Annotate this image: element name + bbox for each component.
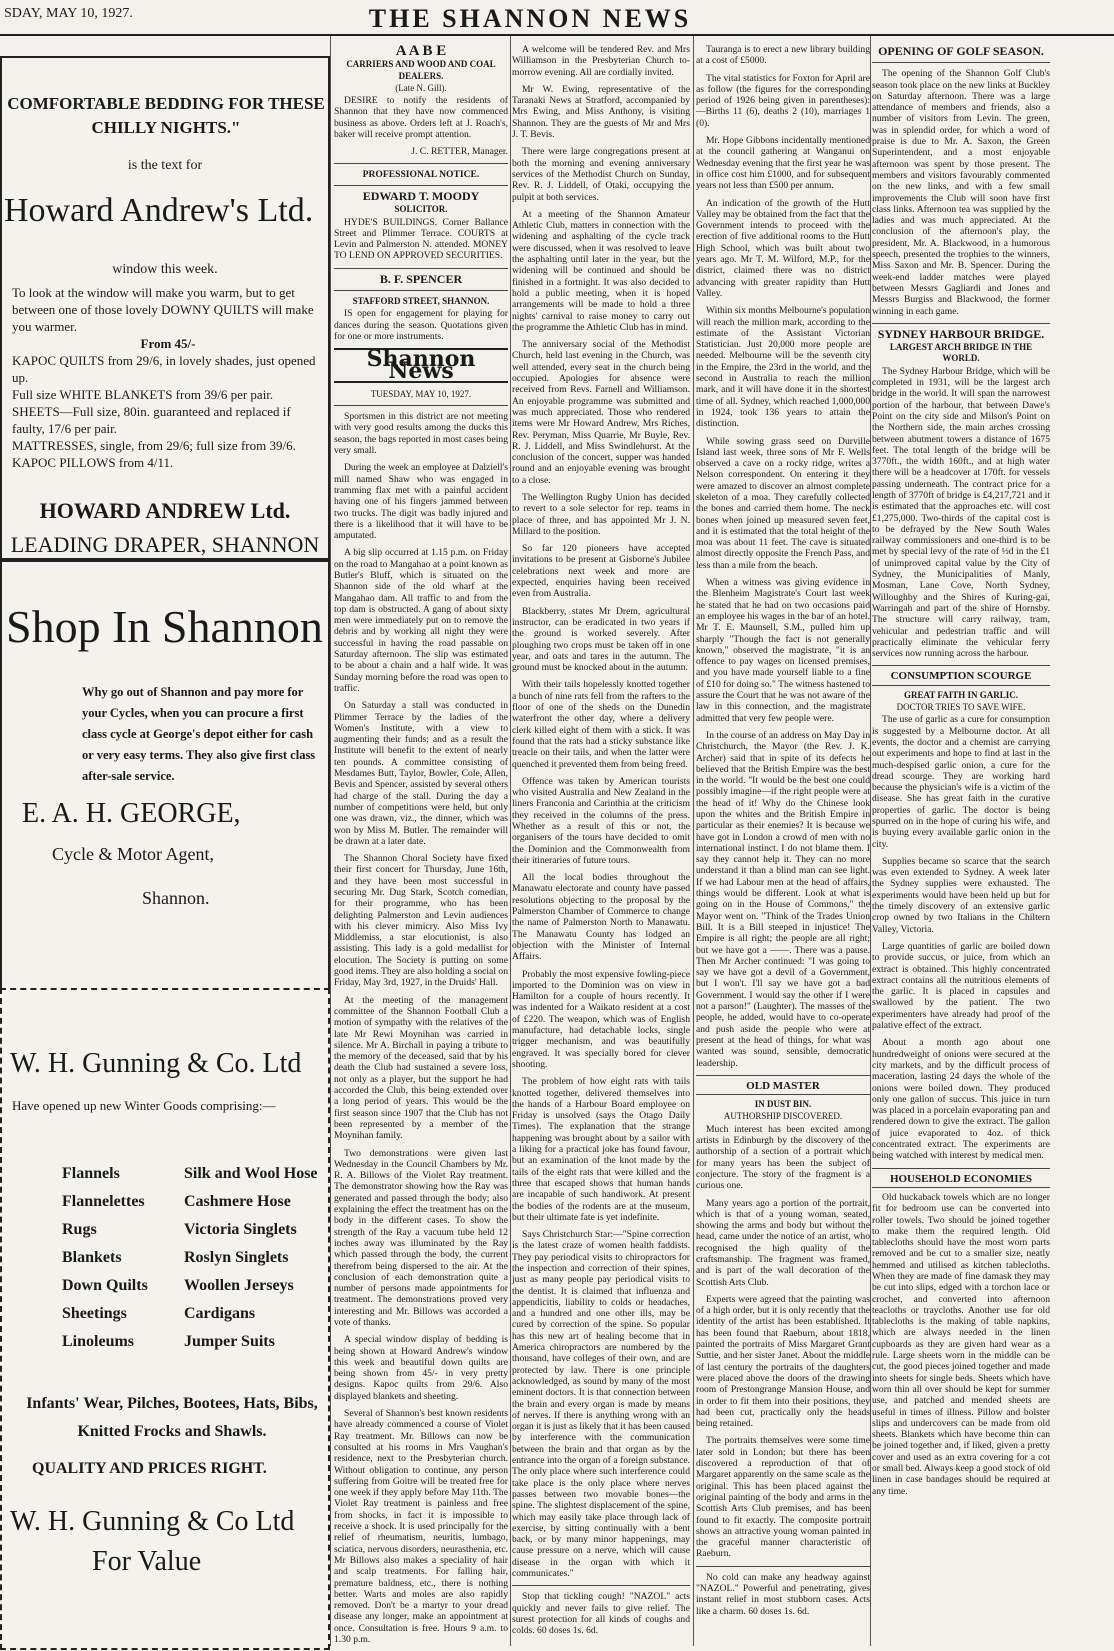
- divider: [696, 1075, 870, 1076]
- old-master-sub2: AUTHORSHIP DISCOVERED.: [723, 1111, 843, 1122]
- aabe-subtitle: CARRIERS AND WOOD AND COAL DEALERS.: [346, 59, 496, 81]
- ad-goods-row: Rugs Victoria Singlets: [62, 1221, 297, 1238]
- ad-infants-line: Infants' Wear, Pilches, Bootees, Hats, Bibs, Knitted Frocks and Shawls.: [26, 1395, 318, 1440]
- column-d: [872, 44, 1050, 1503]
- news-paragraph: A special window display of bedding is being shown at Howard Andrew's window this week and beautiful down quilts are being shown from 45/- in very pretty designs. Kapoc quilts from 29/6. Also displayed blankets and sheeting.: [334, 1334, 508, 1402]
- divider: [872, 1168, 1050, 1169]
- aabe-title: A A B E: [395, 43, 447, 59]
- news-paragraph: So far 120 pioneers have accepted invitations to be present at Gisborne's Jubilee celebrations next week and more are expected, enquiries having been received even from Australia.: [512, 543, 690, 600]
- divider: [872, 62, 1050, 63]
- old-master-sub: IN DUST BIN.: [754, 1099, 812, 1110]
- news-paragraph: Blackberry, states Mr Drem, agricultural instructor, can be eradicated in two years if the ground is worked severely. After ploughing two crops must be taken off in one year, and oats and tares in the autumn. The ground must be knocked about in the autumn.: [512, 605, 690, 674]
- news-paragraph: Old huckaback towels which are no longer fit for bedroom use can be converted into roller towels. Two should be joined together to make them the required length. Old tablecloths should have the most worn parts removed and be cut to a smaller size, neatly hemmed and utilised as kitchen tablecloths. When they are made of fine damask they may be cut into slips, edged with a torchon lace or crochet, and converted into afternoon teacloths or traycloths. Another use for old tablecloths is the making of table napkins, which are always needed in the linen cupboards as they are given hard wear as a rule. Large sheets worn in the middle can be cut, the good pieces joined together and made into sheets for single beds. Sheets which have worn thin all over should be kept for summer use, and patched and mended sheets are useful in times of illness. Pillow and bolster slips and undercovers can be made from old sheets. Blankets which have become thin can be joined together and, if liked, given a pretty cover and used as an extra covering for a cot or small bed. Always keep a good stock of old linen in case bandages should be required at any time.: [872, 1191, 1050, 1497]
- bridge-sub: LARGEST ARCH BRIDGE IN THE WORLD.: [889, 342, 1033, 364]
- divider: [334, 268, 508, 269]
- nazol-notice: No cold can make any headway against "NAZOL." Powerful and penetrating, gives instant relief in most stubborn cases. Acts like a charm. 60 doses 1s. 6d.: [696, 1571, 870, 1617]
- ad-goods-row: Down Quilts Woollen Jerseys: [62, 1277, 294, 1294]
- ad-firm-tagline: LEADING DRAPER, SHANNON: [10, 532, 320, 557]
- nazol-notice: Stop that tickling cough! "NAZOL" acts quickly and never fails to give relief. The surest protection for all kinds of coughs and colds. 60 doses 1s. 6d.: [512, 1591, 690, 1637]
- ad-goods-row: Flannels Silk and Wool Hose: [62, 1165, 318, 1182]
- news-paragraph: Offence was taken by American tourists who visited Australia and New Zealand in the liners Franconia and Carinthia at the criticism they received in the columns of the press. Whether as a result of this or not, the organisers of the tours have decided to omit the Dominion and the Commonwealth from their itineraries of future tours.: [512, 775, 690, 866]
- divider: [334, 185, 508, 186]
- column-b: [512, 44, 690, 1642]
- column-divider: [693, 36, 694, 1646]
- news-paragraph: The Shannon Choral Society have fixed their first concert for Thursday, June 16th, and they have been most successful in securing Mr. Dug Stark, Scotch comedian, for their programme, who has been delighting Palmerston and Levin audiences with his clever mimicry. Also Miss Ivy Middlemiss, a star elocutionist, is also assisting. This lady is a gold medallist for elocution. The Society is putting on some good items. They are also holding a social on Friday, May 3rd, 1927, in the Druids' Hall.: [334, 853, 508, 989]
- news-paragraph: On Saturday a stall was conducted in Plimmer Terrace by the ladies of the Women's Institute, with a view to augmenting their funds; and as a result the Institute will benefit to the extent of nearly ten pounds. A committee consisting of Mesdames Butt, Taylor, Bowler, Cole, Allen, Bevis and Spencer, assisted by several others had charge of the stall. During the day a number of competitions were held, but only one was drawn, viz., the dinner, which was won by Miss M. Butler. The remainder will be drawn at a later date.: [334, 700, 508, 847]
- bridge-head: SYDNEY HARBOUR BRIDGE.: [877, 326, 1045, 341]
- news-paragraph: Mr. Hope Gibbons incidentally mentioned at the council gathering at Wanganui on Wednesday evening that the first year he was in office cost him £1000, and for subsequent years not less than £500 per annum.: [696, 135, 870, 192]
- aabe-body: DESIRE to notify the residents of Shannon that they have now commenced business as above. Orders left at J. Roach's, baker will receive prompt attention.: [334, 95, 508, 141]
- ad-firm-name: W. H. Gunning & Co. Ltd: [10, 1048, 302, 1079]
- divider: [872, 323, 1050, 324]
- ad-quality-line: QUALITY AND PRICES RIGHT.: [32, 1460, 267, 1477]
- ad-firm-name: E. A. H. GEORGE,: [22, 798, 241, 829]
- ad-goods-row: Linoleums Jumper Suits: [62, 1333, 275, 1350]
- news-paragraph: When a witness was giving evidence in the Blenheim Magistrate's Court last week he stated that he had on two occasions paid an employee his wages in the bar of an hotel. Mr T. E. Maunsell, S.M., pulled him up sharply "Though the fact is not generally known," observed the magistrate, "it is an offence to pay wages on licensed premises, and you have made yourself liable to a fine of £10 for doing so." The witness hastened to assure the Court that he was not aware of the law in this connection, and the magistrate admitted that very few people were.: [696, 577, 871, 724]
- news-paragraph: The anniversary social of the Methodist Church, held last evening in the Church, was well attended, every seat in the church being occupied. Apologies for absence were received from Revs. Farnell and Williamson. An enjoyable programme was submitted and was much appreciated. Those who rendered items were Mr Howard Andrew, Mrs Riches, Rev. Peryman, Miss Quarrie, Mr Buyle, Rev. R. J. Liddell, and Miss Swindlehurst. At the conclusion of the concert, supper was handed round and an enjoyable evening was brought to a close.: [512, 339, 690, 486]
- ad-intro: Have opened up new Winter Goods comprising:—: [12, 1098, 276, 1113]
- ad-body: Why go out of Shannon and pay more for your Cycles, when you can procure a first class cycle at George's depot either for cash or very easy terms. They also give first class after-sale service.: [82, 685, 316, 783]
- moody-name: EDWARD T. MOODY: [362, 188, 480, 203]
- news-paragraph: With their tails hopelessly knotted together a bunch of nine rats fell from the rafters to the floor of one of the sheds on the Dunedin waterfront the other day, where a delivery clerk killed eight of them with a stick. It was found that the rats had a sticky substance like treacle on their tails, and when the latter were quenched it prevented them from being freed.: [512, 679, 690, 770]
- news-paragraph: Probably the most expensive fowling-piece imported to the Dominion was on view in Hamilton for a couple of hours recently. It was indented for a Waikato resident at a cost of £220. The weapon, which was of English manufacture, had detachable locks, single trigger mechanism, and was beautifully engraved. It was specially bored for clever shooting.: [512, 968, 690, 1070]
- divider: [334, 163, 508, 164]
- ad-firm-role: Cycle & Motor Agent,: [52, 844, 214, 864]
- news-paragraph: At a meeting of the Shannon Amateur Athletic Club, matters in connection with the widening and asphalting of the cycle track were discussed, when it was resolved to leave the asphalting until later in the year, but the widening will be continued and should be finished in a fortnight. It was also decided to hold a public meeting, when it is hoped arrangements will be made to hold a three nights' carnival to raise money to carry out the programme the Athletic Club has in mind.: [512, 208, 690, 333]
- news-paragraph: Several of Shannon's best known residents have already commenced a course of Violet Ray treatment. Mr. Billows can now be consulted at his rooms in Mrs Vaughan's residence, next to the Presbyterian church. Without obligation to continue, any person suffering from Goitre will be treated free for one week if they apply before May 11th. The Violet Ray treatment is painless and free from shocks, in fact it is impossible to receive a shock. It is used principally for the relief of rheumatism, neuritis, lumbago, sciatica, nervous disorders, neurasthenia, etc. Mr Billows also makes a speciality of hair and scalp treatments. For falling hair, premature baldness, etc., there is nothing better. Warts and moles are also rapidly removed. Don't be a martyr to your dread disease any longer, make an appointment at once. Consultation is free. Hours 9 a.m. to 1.30 p.m.: [334, 1408, 508, 1645]
- ad-goods-list: [62, 1160, 322, 1356]
- news-paragraph: During the week an employee at Dalziell's mill named Shaw who was engaged in tramming flax met with a painful accident having one of his fingers jammed between two trucks. The digit was badly injured and there is a likelihood that it will have to be amputated.: [334, 462, 508, 542]
- news-paragraph: All the local bodies throughout the Manawatu electorate and county have passed resolutions objecting to the proposal by the Palmerston Chamber of Commerce to change the name of Palmerston North to Manawatu. The Manawatu County has lodged an objection with the Minister of Internal Affairs.: [512, 872, 690, 963]
- garlic-head: CONSUMPTION SCOURGE: [872, 671, 1050, 685]
- aabe-late: (Late N. Gill).: [395, 82, 447, 93]
- news-paragraph: At the meeting of the management committee of the Shannon Football Club a motion of sympathy with the relatives of the late Mr Rewi Moynihan was carried in silence. Mr A. Birchall in paying a tribute to the memory of the deceased, said that by his death the Club had sustained a severe loss, not only as a player, but the support he had accorded the Club, this being extended over a long period of years. This would be the first season since 1907 that the Club has not been represented by a member of the Moynihan family.: [334, 994, 508, 1142]
- news-paragraph: The opening of the Shannon Golf Club's season took place on the new links at Buckley on Saturday afternoon. There was a large attendance of members and friends, also a number of visitors from Levin. The green, was in splendid order, for which a word of praise is due to Mr. A. Saxon, the Green Superintendent, and a most enjoyable afternoon was spent by those present. The members and visitors favourably commented on the new links, and with a few small improvements the Club will soon have first class links. Afternoon tea was supplied by the ladies and was much appreciated. At the conclusion of the afternoon's play, the president, Mr. A. Blackwood, in a humorous speech, presented the trophies to the winners, Miss Saxon and Mr. B. Spencer. During the week-end ladder matches were played between Messrs Gagliardi and Jones and Messrs Burgiss and Blackwood, the former winning in each game.: [872, 68, 1050, 317]
- divider: [512, 1585, 690, 1586]
- ad-headline: COMFORTABLE BEDDING FOR THESE CHILLY NIGHTS.": [7, 94, 325, 137]
- news-paragraph: An indication of the growth of the Hutt Valley may be obtained from the fact that the Government intends to proceed with the erection of five additional rooms to the Hutt High School, which was built about two years ago. Mr T. M. Wilford, M.P., for the district, claimed there was no district advancing with greater rapidity than Hutt Valley.: [696, 197, 870, 299]
- news-paragraph: The portraits themselves were some time later sold in London; but there has been discovered a reproduction of that of Margaret apparently on the same scale as the original. This has been placed against the original painting of the body and arms in the Scottish Arts Club premises, and has been found to fit exactly. The composite portrait shows an attractive young woman painted in the graceful manner characteristic of Raeburn.: [696, 1435, 870, 1560]
- moody-body: HYDE'S BUILDINGS. Corner Ballance Street and Plimmer Terrace. COURTS at Levin and Palmerston N. attended. MONEY TO LEND ON APPROVED SECURITIES.: [334, 216, 508, 262]
- news-paragraph: While sowing grass seed on Durville Island last week, three sons of Mr F. Wells observed a cave on a rocky ridge, writes a Nelson correspondent. On entering it they were amazed to discover an almost complete skeleton of a moa. They carefully collected the bones and carried them home. The neck bones when joined up measured seven feet, and it is estimated that the total height of the moa was about 11 feet. The cave is situated almost directly opposite the French Pass, and less than a mile from the beach.: [696, 435, 870, 571]
- paper-nameplate: Shannon News: [334, 348, 508, 383]
- ad-goods-row: Sheetings Cardigans: [62, 1305, 256, 1322]
- ad-line: From 45/-: [140, 336, 196, 351]
- ad-goods-row: Blankets Roslyn Singlets: [62, 1249, 289, 1266]
- ad-line: Full size WHITE BLANKETS from 39/6 per pair.: [12, 387, 274, 402]
- ad-shop-in-shannon: [0, 560, 330, 994]
- news-paragraph: Sportsmen in this district are not meeting with very good results among the ducks this season, the bags reported in most cases being very small.: [334, 411, 508, 457]
- garlic-sub: GREAT FAITH IN GARLIC.: [903, 689, 1019, 700]
- ad-headline: Shop In Shannon: [6, 601, 323, 652]
- column-c: [696, 44, 870, 1623]
- column-divider: [870, 36, 871, 1646]
- ad-subtext: window this week.: [112, 262, 218, 277]
- moody-role: SOLICITOR.: [394, 204, 448, 215]
- news-paragraph: The Wellington Rugby Union has decided to revert to a sole selector for rep. teams in place of three, and has appointed Mr J. N. Millard to the position.: [512, 491, 690, 537]
- ad-goods-row: Flannelettes Cashmere Hose: [62, 1193, 291, 1210]
- ad-value-line: For Value: [92, 1546, 202, 1577]
- ad-firm-name: HOWARD ANDREW Ltd.: [39, 498, 291, 523]
- news-paragraph: Mr W. Ewing, representative of the Taranaki News at Stratford, accompanied by Mrs Ewing, and Miss Anthony, is visiting Shannon. They are the guests of Mr and Mrs J. T. Bevis.: [512, 83, 690, 141]
- ad-line: SHEETS—Full size, 80in. guaranteed and replaced if faulty, 17/6 per pair.: [12, 404, 291, 436]
- news-paragraph: Tauranga is to erect a new library building at a cost of £5000.: [696, 44, 870, 67]
- spencer-name: B. F. SPENCER: [379, 271, 463, 286]
- ad-firm-town: Shannon.: [142, 888, 210, 908]
- news-paragraph: Two demonstrations were given last Wednesday in the Council Chambers by Mr. R. A. Billows of the Violet Ray treatment. The demonstrator showing how the Ray was generated and passed through the body; also explaining the effect the treatment has on the body in the different cases. To show the strength of the Ray a vacuum tube held 12 inches away was illuminated by the Ray which passed through the body, the current therefrom being dispersed to the air. At the conclusion of each demonstration quite a number of persons made appointments for treatment. The demonstrations proved very interesting and Mr. Billows was accorded a vote of thanks.: [334, 1147, 508, 1328]
- divider: [696, 1566, 870, 1567]
- news-paragraph: The problem of how eight rats with tails knotted together, delivered themselves into the hands of a Harbour Board employee on Friday is unsolved (says the Otago Daily Times). The explanation that the strange happening was brought about by a sailor with a liking for a practical joke has found favour, but an examination of the knot made by the tails of the eight rats that were killed and the three that escaped shows that human hands are incapable of such handiwork. At present the bodies of the rodents are at the museum, but their ultimate fate is yet indefinite.: [512, 1076, 690, 1223]
- ad-firm-name-footer: W. H. Gunning & Co Ltd: [10, 1506, 295, 1537]
- ad-line: KAPOC QUILTS from 29/6, in lovely shades, just opened up.: [12, 353, 316, 385]
- spencer-street: STAFFORD STREET, SHANNON.: [352, 296, 490, 307]
- ad-line: To look at the window will make you warm, but to get between one of those lovely DOWNY QUILTS will make you warmer.: [12, 285, 314, 334]
- divider: [334, 405, 508, 406]
- ad-firm-display: Howard Andrew's Ltd.: [4, 192, 314, 229]
- issue-date: SDAY, MAY 10, 1927.: [4, 6, 133, 21]
- garlic-sub2: DOCTOR TRIES TO SAVE WIFE.: [896, 702, 1026, 713]
- news-paragraph: Much interest has been excited among artists in Edinburgh by the discovery of the authorship of a section of a portrait which for many years has been the subject of conjecture. The story of the fragment is a curious one.: [696, 1123, 870, 1192]
- paper-date: TUESDAY, MAY 10, 1927.: [370, 388, 472, 399]
- news-paragraph: Many years ago a portion of the portrait, which is that of a young woman, seated, showing the arms and body but without the head, came under the notice of an artist, who recognised the high quality of the craftsmanship. The fragment was framed, and is part of the wall decoration of the Scottish Arts Club.: [696, 1197, 870, 1288]
- golf-head: OPENING OF GOLF SEASON.: [878, 44, 1044, 58]
- spencer-body: IS open for engagement for playing for dances during the season. Quotations given for one or more instruments.: [334, 308, 508, 342]
- news-paragraph: The Sydney Harbour Bridge, which will be completed in 1931, will be the largest arch bridge in the world. It will span the narrowest portion of the harbour, that between Dawe's Point on the city side and Milson's Point on the Northern side, the main arches crossing between abutment towers a distance of 1675 feet. The total length of the bridge will be 3770ft., the width 160ft., and at high water there will be a headcover at 170ft. for vessels passing underneath. The contract price for a length of 3770ft of bridge is £4,217,721 and it is estimated that the approaches etc. will cost £1,275,000. Two-thirds of the capital cost is to be defrayed by the New South Wales railway commissioners and one-third is to be met by special levy of the rate of ½d in the £1 of unimproved capital value by the City of Sydney, the Municipalities of Manly, Mosman, Lane Cove, North Sydney, Willoughby and the Shires of Kuring-gai, Warringah and part of the shire of Hornsby. The structure will carry railway, tram, vehicular and pedestrian traffic and will practically eliminate the vehicular ferry services now running across the harbour.: [872, 365, 1050, 660]
- news-paragraph: Says Christchurch Star:—"Spine correction is the latest craze of women health faddists. They pay periodical visits to chiropractors for the inspection and correction of their spines, just as many people pay periodical visits to the dentist. It is claimed that influenza and appendicitis, liability to colds or headaches, and a hundred and one other ills, may be cured by correction of the spine. So popular has this new art of healing become that in America chiropractors are numbered by the thousand, have colleges of their own, and are protected by law. There is one principle acknowledged, as sound by many of the most eminent doctors. It is that connection between the brain and every organ is made by means of nerves. If there is anything wrong with an organ it is just as likely that it has been caused by interference with the communication between the brain and that organ as by the entrance into the organ of a foreign substance. The only place where such interference could take place is the only place where nerves passes between two movable bones—the spine. The slightest displacement of the spine, which may easily take place through lack of exercise, by sitting continually with a bent back, or by many minor happenings, may cause pressure on a nerve, which will cause disease in the organ with which it communicates.": [512, 1229, 690, 1579]
- news-paragraph: A welcome will be tendered Rev. and Mrs Williamson in the Presbyterian Church to-morrow evening. All are cordially invited.: [512, 44, 690, 78]
- news-paragraph: Large quantities of garlic are boiled down to provide succus, or juice, from which an extract is obtained. This highly concentrated extract contains all the nutritious elements of the garlic. It is placed in capsules and swallowed by the patient. The two experimenters have already had proof of the palative effect of the extract.: [872, 940, 1050, 1032]
- column-a: [334, 44, 508, 1651]
- ad-line: MATTRESSES, single, from 29/6; full size from 39/6.: [12, 438, 296, 453]
- prof-notice-head: PROFESSIONAL NOTICE.: [362, 168, 480, 180]
- ad-howard-andrew: [0, 56, 330, 560]
- aabe-signature: J. C. RETTER, Manager.: [411, 146, 508, 158]
- news-paragraph: The vital statistics for Foxton for April are as follow (the figures for the corresponding period of 1926 being given in parentheses):—Births 11 (6), deaths 2 (10), marriages 1 (0).: [696, 72, 870, 129]
- masthead: [0, 0, 1114, 36]
- column-divider: [330, 36, 331, 1646]
- news-paragraph: About a month ago about one hundredweight of onions were secured at the city markets, and by the difficult process of maceration, lasting 24 days the whole of the onions were boiled down. They produced only one gallon of succus. This juice in turn was placed in a porcelain evaporating pan and rendered down to give the extract. The gallon of juice evaporated to 4oz. of thick concentrated extract. The experiments are being watched with interest by medical men.: [872, 1037, 1050, 1162]
- news-paragraph: The use of garlic as a cure for consumption is suggested by a Melbourne doctor. At all events, the doctor and a chemist are carrying out experiments and hope to find at last in the much-despised garlic onion, a cure for the dread scourge. They are working hard because the physician's wife is a victim of the disease. She has great faith in the curative properties of garlic. The doctor is being spurred on in the hope of curing his wife, and is buying every available garlic onion in the city.: [872, 714, 1050, 850]
- ad-subtext: is the text for: [127, 158, 203, 173]
- news-paragraph: In the course of an address on May Day in Christchurch, the Mayor (the Rev. J. K. Archer) said that in spite of its defects he believed that the British Empire was the best in the world. "It would be the best one could possibly imagine—if the right people were at the head of it! Why do the Chinese look upon the whites and the British Empire in particular as their enemies? It is because we have got in London a crowd of men with no international instinct. I do not blame them. I say they cannot help it. They can no more understand it than a blind man can see light. If we had Labour men at the head of affairs, things would be different. Look at what is going on in the House of Commons," the Mayor went on. "Think of the Trades Union Bill. It is a Bill steeped in injustice! The Empire is all right; the people are all right; but we have got a ——. There was a pause. Then Mr Archer continued: "I was going to say we have got a devil of a Government, but I won't. I'll say we have got a bad Government. I would say the other if I were not a parson!" (Laughter). The masses of the people, he added, would have to co-operate and push aside the people who were at present at the head of things, for what was wanted was sound, sensible, democratic leadership.: [696, 729, 870, 1069]
- news-paragraph: A big slip occurred at 1.15 p.m. on Friday on the road to Mangahao at a point known as Butler's Bluff, which is situated on the Shannon side of the old wharf at the Mangahao dam. All traffic to and from the top dam is obstructed. A gang of about sixty men were immediately put on to remove the debris and by working all night they were successful in having the road passable on Saturday afternoon. The slip was estimated to be about a chain and a half wide. It was Sunday morning before the road was open to traffic.: [334, 547, 508, 694]
- news-paragraph: Within six months Melbourne's population will reach the million mark, according to the estimate of the Assistant Victorian Statistician. Just 20,000 more people are needed. Melbourne will be the seventh city in the Empire, the 23rd in the world, and the second in Australia to reach the million mark, and it will have done it in the shortest time of all. Sydney, which reached 1,000,000 in 1924, took 136 years to attain the distinction.: [696, 305, 870, 430]
- ad-line: KAPOC PILLOWS from 4/11.: [12, 455, 174, 470]
- divider: [334, 290, 508, 291]
- column-divider: [510, 36, 511, 1646]
- household-head: HOUSEHOLD ECONOMIES: [872, 1174, 1050, 1188]
- news-paragraph: There were large congregations present at both the morning and evening anniversary services of the Methodist Church on Sunday, Rev. R. J. Liddell, of Otaki, occupying the pulpit at both services.: [512, 146, 690, 203]
- news-paragraph: Supplies became so scarce that the search was even extended to Sydney. A week later the Sydney supplies were exhausted. The experiments would have been held up but for the timely discovery of an extensive garlic crop owned by two Italians in the Chiltern Valley, Victoria.: [872, 855, 1050, 935]
- news-paragraph: Experts were agreed that the painting was of a high order, but it is only recently that the identity of the artist has been established. It has been found that Raeburn, about 1818, painted the portraits of Miss Margaret Grant Suttie, and her sister Janet. About the middle of last century the portraits of the daughters were placed above the doors of the drawing room of Prestongrange Mansion House, and in order to fit them into their positions, they had been cut, practically only the heads being retained.: [696, 1293, 870, 1430]
- ad-gunning: [0, 988, 330, 1650]
- old-master-head: OLD MASTER: [696, 1081, 870, 1095]
- newspaper-title: THE SHANNON NEWS: [368, 4, 692, 33]
- divider: [872, 665, 1050, 666]
- ad-price-list: [12, 284, 324, 471]
